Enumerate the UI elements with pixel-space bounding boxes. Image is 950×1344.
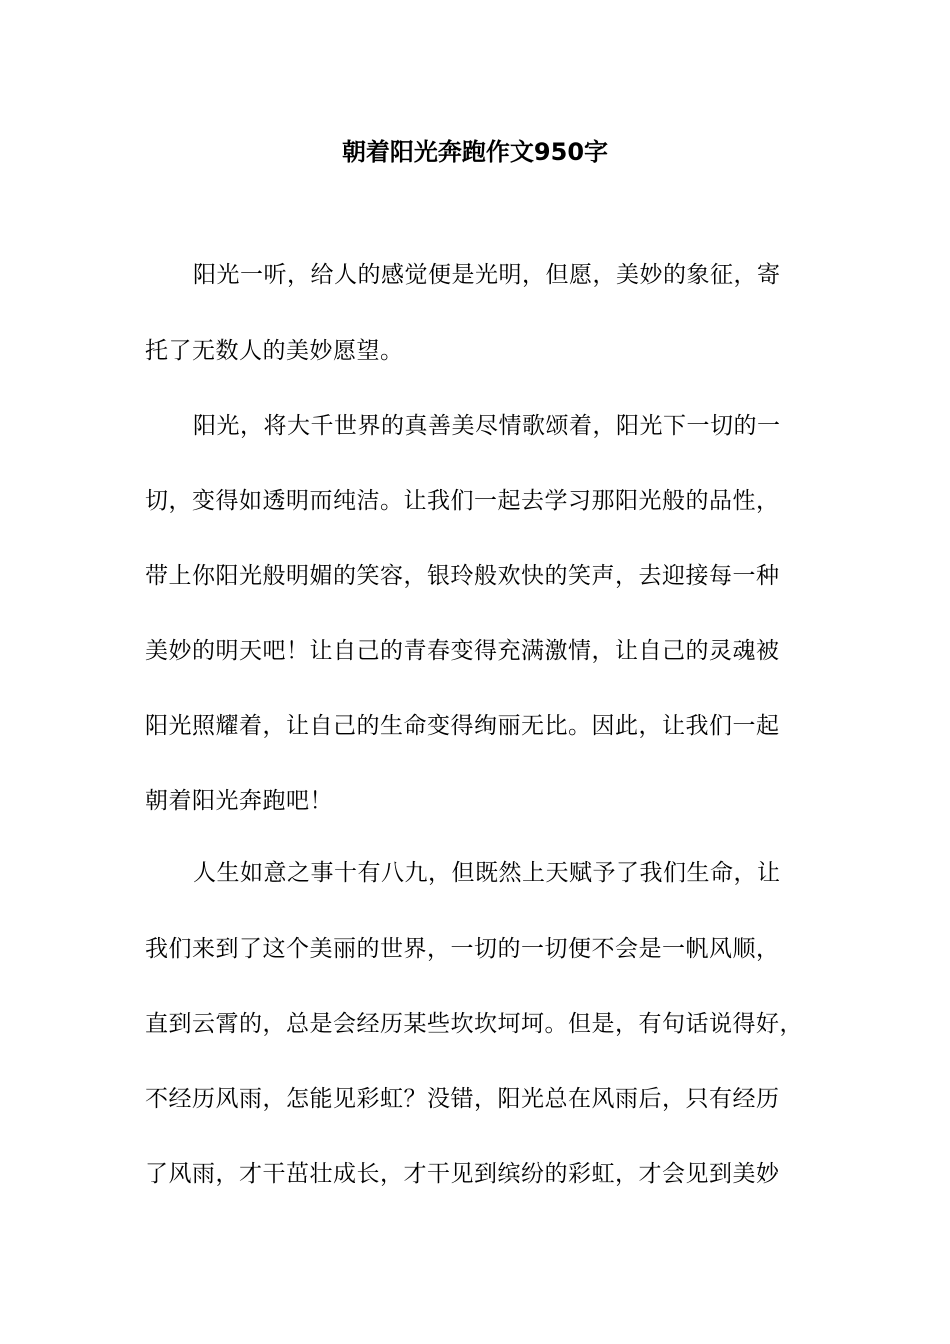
paragraph-2-line-3: 带上你阳光般明媚的笑容，银玲般欢快的笑声，去迎接每一种 [145, 563, 780, 589]
paragraph-1-line-2: 托了无数人的美妙愿望。 [145, 338, 404, 364]
paragraph-2-line-6: 朝着阳光奔跑吧！ [145, 788, 333, 814]
paragraph-3-line-4: 不经历风雨，怎能见彩虹？没错，阳光总在风雨后，只有经历 [145, 1086, 780, 1112]
paragraph-2-line-1: 阳光，将大千世界的真善美尽情歌颂着，阳光下一切的一 [193, 413, 781, 439]
paragraph-2-line-5: 阳光照耀着，让自己的生命变得绚丽无比。因此，让我们一起 [145, 713, 780, 739]
document-title: 朝着阳光奔跑作文950字 [341, 138, 609, 166]
paragraph-1-line-1: 阳光一听，给人的感觉便是光明，但愿，美妙的象征，寄 [193, 262, 781, 288]
paragraph-3-line-5: 了风雨，才干茁壮成长，才干见到缤纷的彩虹，才会见到美妙 [145, 1161, 780, 1187]
paragraph-3-line-2: 我们来到了这个美丽的世界，一切的一切便不会是一帆风顺， [145, 936, 780, 962]
paragraph-2-line-4: 美妙的明天吧！让自己的青春变得充满激情，让自己的灵魂被 [145, 638, 780, 664]
paragraph-3-line-3: 直到云霄的，总是会经历某些坎坎坷坷。但是，有句话说得好， [145, 1011, 803, 1037]
paragraph-2-line-2: 切，变得如透明而纯洁。让我们一起去学习那阳光般的品性， [145, 488, 780, 514]
paragraph-3-line-1: 人生如意之事十有八九，但既然上天赋予了我们生命，让 [193, 860, 781, 886]
